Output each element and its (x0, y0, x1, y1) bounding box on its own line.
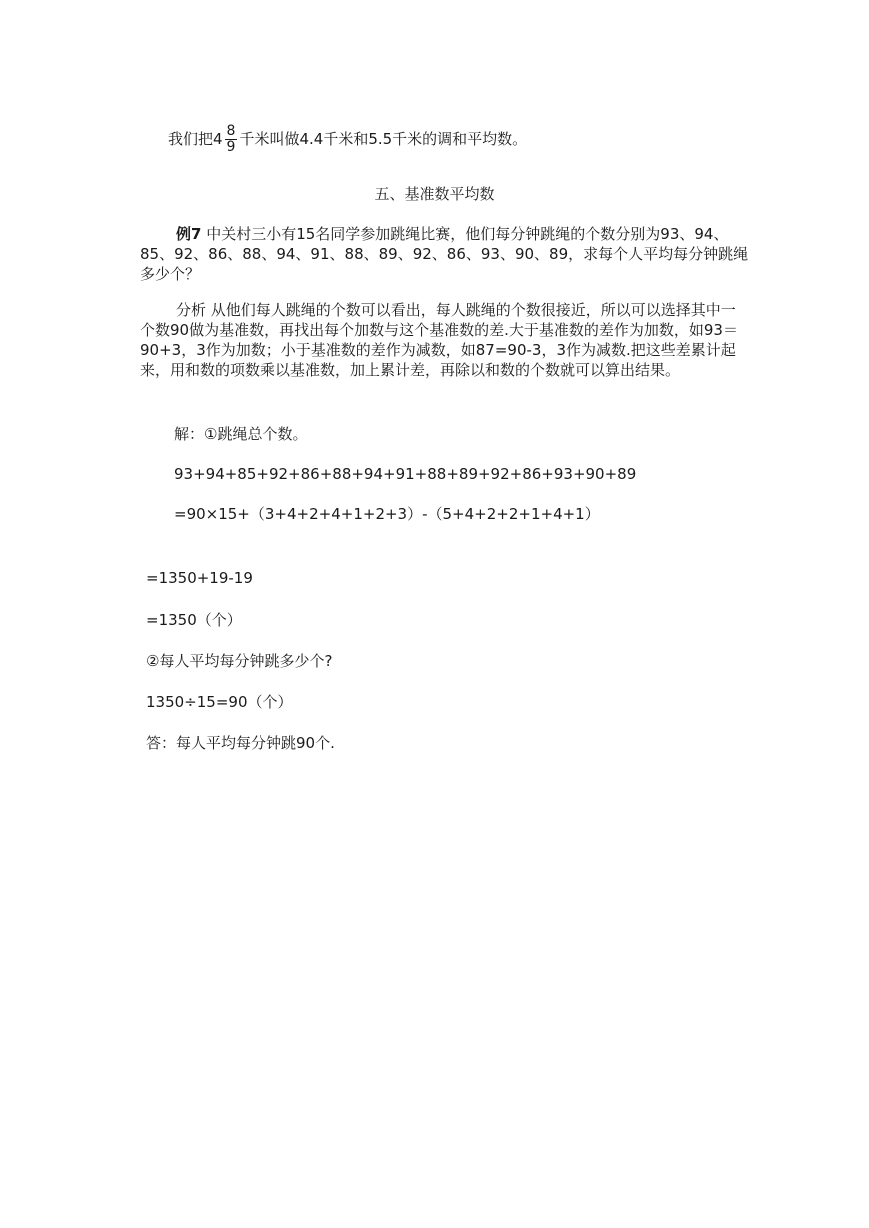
solution-step2: ②每人平均每分钟跳多少个? (146, 652, 333, 670)
analysis-paragraph: 分析 从他们每人跳绳的个数可以看出，每人跳绳的个数很接近，所以可以选择其中一个数90做为基准数，再找出每个加数与这个基准数的差.大于基准数的差作为加数，如93＝90+3，3作为加数；小于基准数的差作为减数，如87=90-3，3作为减数.把这些差累计起来，用和数的项数乘以基准数，加上累计差，再除以和数的个数就可以算出结果。 (140, 301, 738, 379)
intro-prefix: 我们把4 (168, 130, 223, 148)
fraction-numerator: 8 (226, 123, 236, 139)
example-paragraph (140, 224, 750, 284)
intro-suffix: 千米叫做4.4千米和5.5千米的调和平均数。 (239, 130, 528, 148)
solution-step1: 解：①跳绳总个数。 (174, 425, 308, 443)
fraction-denominator: 9 (226, 139, 236, 155)
sum-expression: 93+94+85+92+86+88+94+91+88+89+92+86+93+90+89 (174, 465, 637, 483)
intro-line (168, 124, 527, 155)
equation-line-3: =1350（个） (146, 611, 242, 629)
equation-line-4: 1350÷15=90（个） (146, 693, 293, 711)
example-label: 例7 (176, 225, 202, 243)
section-title: 五、基准数平均数 (374, 185, 495, 203)
equation-line-2: =1350+19-19 (146, 569, 253, 587)
equation-line-1: =90×15+（3+4+2+4+1+2+3）-（5+4+2+2+1+4+1） (174, 505, 600, 523)
example-text: 中关村三小有15名同学参加跳绳比赛，他们每分钟跳绳的个数分别为93、94、85、92、86、88、94、91、88、89、92、86、93、90、89，求每个人平均每分钟跳绳多少个？ (140, 225, 749, 283)
answer-line: 答：每人平均每分钟跳90个. (146, 734, 335, 752)
mixed-fraction (225, 124, 238, 155)
